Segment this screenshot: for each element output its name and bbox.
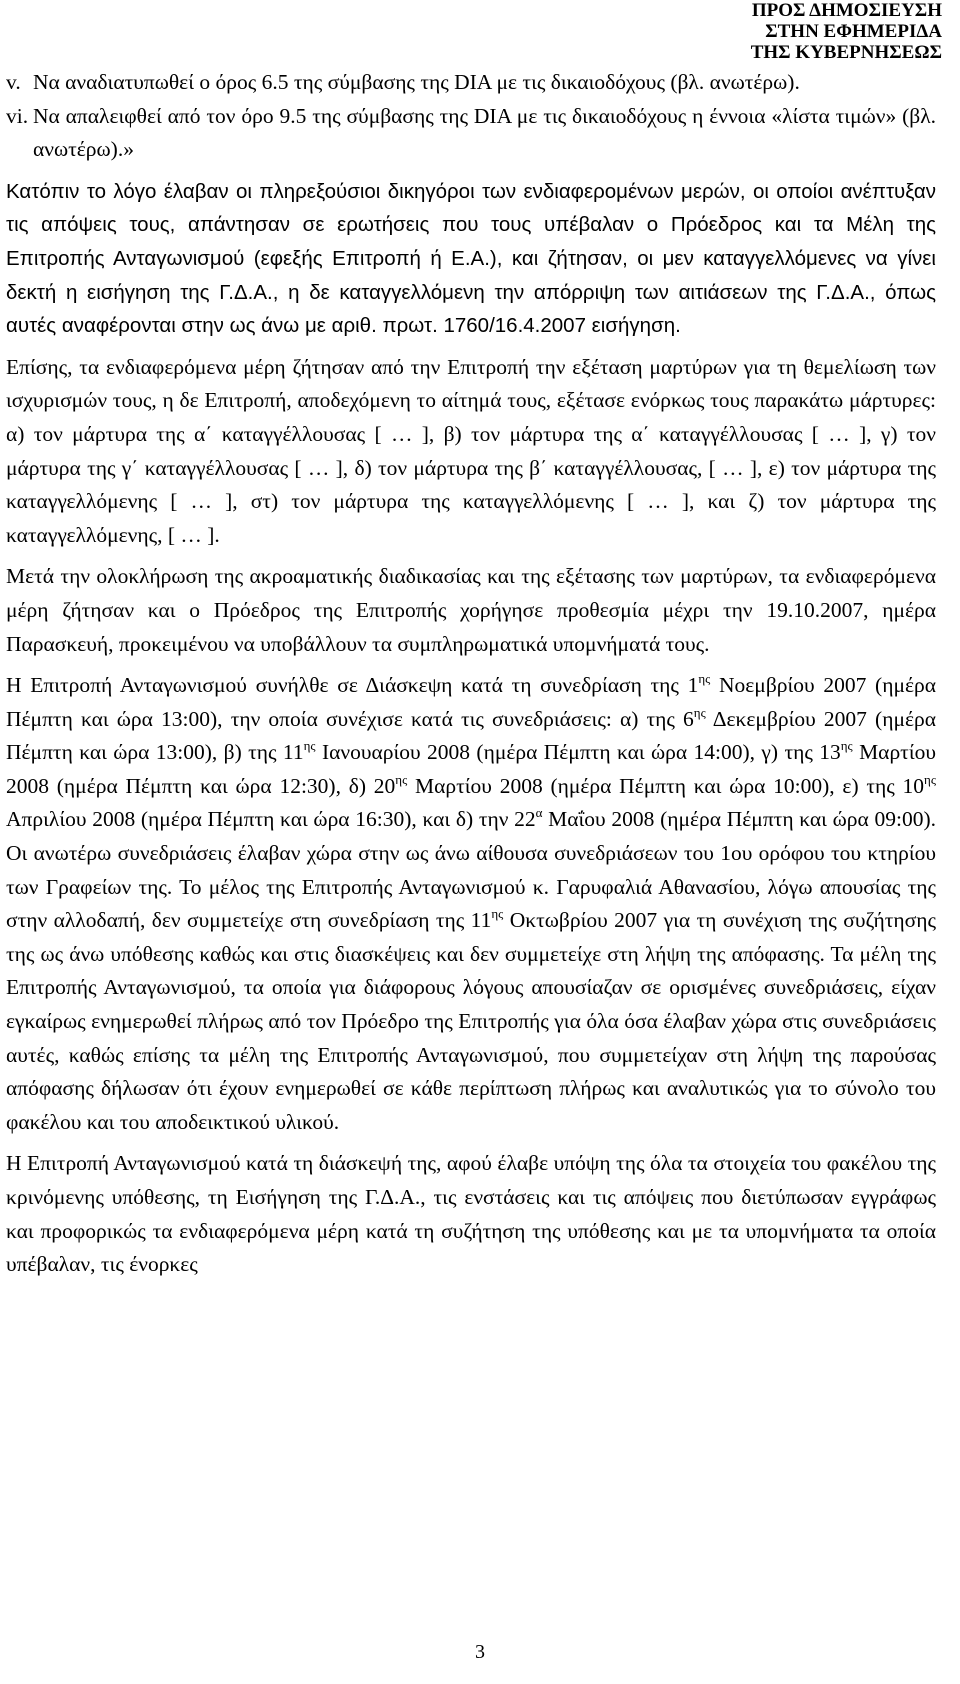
header-line-3: ΤΗΣ ΚΥΒΕΡΝΗΣΕΩΣ — [750, 42, 942, 63]
text-segment: Μαΐου 2008 (ημέρα Πέμπτη και ώρα 09:00). Οι ανωτέρω συνεδριάσεις έλαβαν χώρα στην ως άνω αίθουσα συνεδριάσεων του 1ου ορόφου του κτηρίου των Γραφείων της. Το μέλος της Επιτροπής Ανταγωνισμού κ. Γαρυφαλιά Αθανασίου, λόγω απουσίας της στην αλλοδαπή, δεν συμμετείχε στη συνεδρίαση της 11 — [6, 807, 936, 933]
text-segment: Νοεμβρίου 2007 (ημέρα Πέμπτη και ώρα 13:00), την οποία συνέχισε κατά τις συνεδριάσεις: α) της 6 — [6, 673, 936, 731]
text-segment: Μαρτίου 2008 (ημέρα Πέμπτη και ώρα 10:00), ε) της 10 — [407, 773, 925, 798]
list-item-number: v. — [6, 70, 21, 94]
text-segment: Οκτωβρίου 2007 για τη συνέχιση της συζήτησης της ως άνω υπόθεσης καθώς και στις διασκέψεις και δεν συμμετείχε στη λήψη της απόφασης. Τα μέλη της Επιτροπής Ανταγωνισμού, τα οποία για διάφορους λόγους απουσίαζαν σε ορισμένες συνεδριάσεις, είχαν εγκαίρως ενημερωθεί πλήρως από τον Πρόεδρο της Επιτροπής για όλα όσα έλαβαν χώρα στις συνεδριάσεις αυτές, καθώς επίσης τα μέλη της Επιτροπής Ανταγωνισμού, που συμμετείχαν στη λήψη της παρούσας απόφασης δήλωσαν ότι έχουν ενημερωθεί σε κάθε περίπτωση πλήρως και αναλυτικώς για το σύνολο του φακέλου και του αποδεικτικού υλικού. — [6, 908, 936, 1134]
paragraph-deadline: Μετά την ολοκλήρωση της ακροαματικής διαδικασίας και της εξέτασης των μαρτύρων, τα ενδιαφερόμενα μέρη ζήτησαν και ο Πρόεδρος της Επιτροπής χορήγησε προθεσμία μέχρι την 19.10.2007, ημέρα Παρασκευή, προκειμένου να υποβάλλουν τα συμπληρωματικά υπομνήματά τους. — [6, 564, 936, 656]
text-segment: Απριλίου 2008 (ημέρα Πέμπτη και ώρα 16:30), και δ) την 22 — [6, 807, 536, 832]
ordinal-suffix: ης — [395, 771, 408, 787]
list-item-number: vi. — [6, 103, 29, 128]
ordinal-suffix: α — [535, 805, 543, 821]
ordinal-suffix: ης — [840, 738, 853, 754]
list-item-text: Να απαλειφθεί από τον όρο 9.5 της σύμβασης της DIA με τις δικαιοδόχους η έννοια «λίστα τιμών» (βλ. ανωτέρω).» — [33, 103, 936, 162]
text-segment: Ιανουαρίου 2008 (ημέρα Πέμπτη και ώρα 14:00), γ) της 13 — [315, 740, 841, 765]
list-item — [6, 66, 936, 100]
text-segment: Η Επιτροπή Ανταγωνισμού συνήλθε σε Διάσκεψη κατά τη συνεδρίαση της 1 — [6, 673, 699, 698]
ordinal-suffix: ης — [491, 906, 504, 922]
ordinal-suffix: ης — [924, 771, 936, 787]
text-segment: Μαρτίου 2008 (ημέρα Πέμπτη και ώρα 12:30), δ) 20 — [6, 740, 936, 798]
list-item-text: Να αναδιατυπωθεί ο όρος 6.5 της σύμβασης της DIA με τις δικαιοδόχους (βλ. ανωτέρω). — [33, 70, 800, 94]
paragraph-hearing: Κατόπιν το λόγο έλαβαν οι πληρεξούσιοι δικηγόροι των ενδιαφερομένων μερών, οι οποίοι ανέπτυξαν τις απόψεις τους, απάντησαν σε ερωτήσεις που τους υπέβαλαν ο Πρόεδρος και τα Μέλη της Επιτροπής Ανταγωνισμού (εφεξής Επιτροπή ή Ε.Α.), και ζήτησαν, οι μεν καταγγελλόμενες να γίνει δεκτή η εισήγηση της Γ.Δ.Α., η δε καταγγελλόμενη την απόρριψη των αιτιάσεων της Γ.Δ.Α., όπως αυτές αναφέρονται στην ως άνω με αριθ. πρωτ. 1760/16.4.2007 εισήγηση. — [6, 179, 936, 338]
paragraph-considerations: Η Επιτροπή Ανταγωνισμού κατά τη διάσκεψή της, αφού έλαβε υπόψη της όλα τα στοιχεία του φακέλου της κρινόμενης υπόθεσης, τη Εισήγηση της Γ.Δ.Α., τις ενστάσεις και τις απόψεις που διετύπωσαν εγγράφως και προφορικώς τα ενδιαφερόμενα μέρη κατά τη συζήτηση της υπόθεσης και με τα υπομνήματα τα οποία υπέβαλαν, τις ένορκες — [6, 1151, 936, 1277]
paragraph-deliberation — [6, 669, 936, 1139]
page-number: 3 — [475, 1641, 485, 1663]
ordinal-suffix: ης — [693, 704, 706, 720]
document-body — [6, 66, 936, 1282]
ordinal-suffix: ης — [698, 671, 711, 687]
paragraph-witnesses: Επίσης, τα ενδιαφερόμενα μέρη ζήτησαν από την Επιτροπή την εξέταση μαρτύρων για τη θεμελίωση των ισχυρισμών τους, η δε Επιτροπή, αποδεχόμενη το αίτημά τους, εξέτασε ενόρκως τους παρακάτω μάρτυρες: α) τον μάρτυρα της α΄ καταγγέλλουσας [ … ], β) τον μάρτυρα της α΄ καταγγέλλουσας [ … ], γ) τον μάρτυρα της γ΄ καταγγέλλουσας [ … ], δ) τον μάρτυρα της β΄ καταγγέλλουσας, [ … ], ε) τον μάρτυρα της καταγγελλόμενης [ … ], στ) τον μάρτυρα της καταγγελλόμενης [ … ], και ζ) τον μάρτυρα της καταγγελλόμενης, [ … ]. — [6, 354, 936, 547]
list-item — [6, 100, 936, 167]
header-line-2: ΣΤΗΝ ΕΦΗΜΕΡΙΔΑ — [765, 21, 942, 42]
ordinal-suffix: ης — [303, 738, 316, 754]
text-segment: Δεκεμβρίου 2007 (ημέρα Πέμπτη και ώρα 13:00), β) της 11 — [6, 706, 937, 765]
publication-header — [751, 0, 942, 63]
header-line-1: ΠΡΟΣ ΔΗΜΟΣΙΕΥΣΗ — [751, 0, 942, 21]
